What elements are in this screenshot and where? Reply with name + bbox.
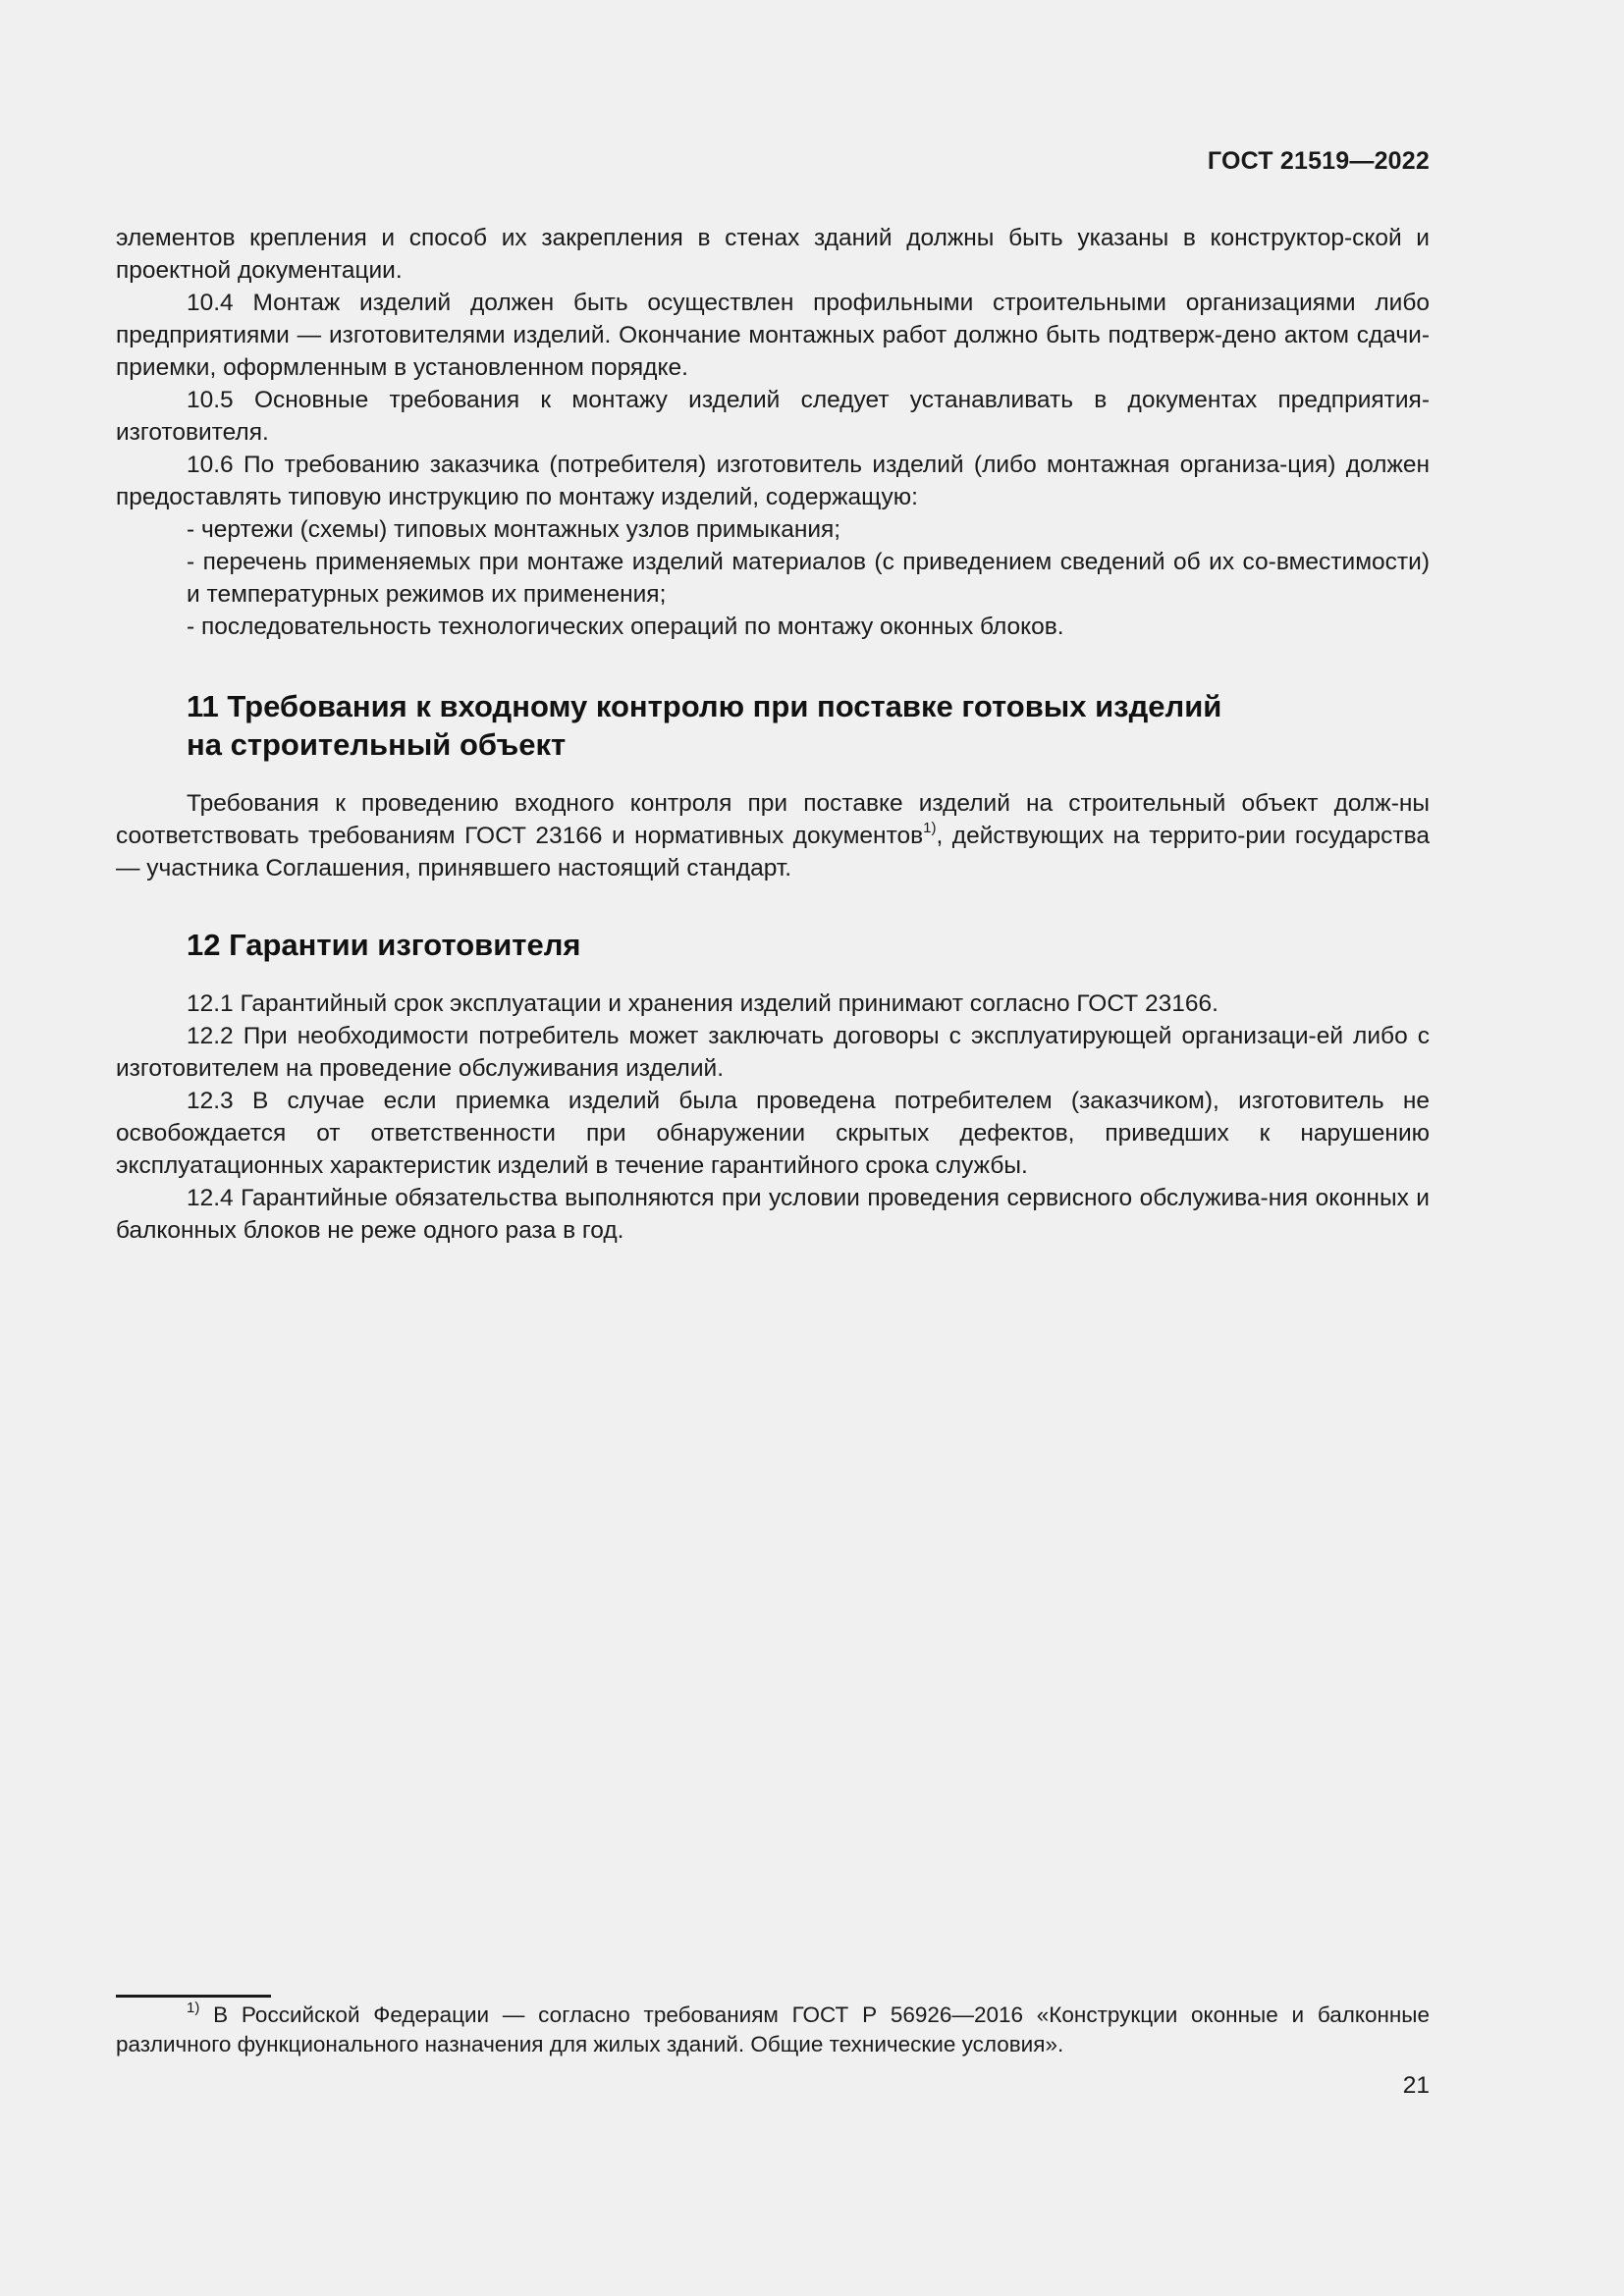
list-item: - чертежи (схемы) типовых монтажных узлов примыкания; [187,516,841,543]
section-11-heading [116,687,1430,764]
paragraph-10-6: 10.6 По требованию заказчика (потребителя) изготовитель изделий (либо монтажная организа-ция) должен предоставлять типовую инструкцию по монтажу изделий, содержащую: [116,452,1430,510]
paragraph-10-5: 10.5 Основные требования к монтажу изделий следует устанавливать в документах предприятия-изготовителя. [116,387,1430,446]
section-11-heading-line1: 11 Требования к входному контролю при поставке готовых изделий [187,689,1222,723]
paragraph-12-1: 12.1 Гарантийный срок эксплуатации и хранения изделий принимают согласно ГОСТ 23166. [187,990,1218,1017]
paragraph-12-2: 12.2 При необходимости потребитель может заключать договоры с эксплуатирующей организаци-ей либо с изготовителем на проведение обслуживания изделий. [116,1023,1430,1082]
paragraph-10-4: 10.4 Монтаж изделий должен быть осуществлен профильными строительными организациями либо предприятиями — изготовителями изделий. Окончание монтажных работ должно быть подтверж-дено актом сдачи-приемки, оформленным в установленном порядке. [116,290,1430,381]
footnote-reference[interactable]: 1) [923,819,937,836]
section-11-heading-line2: на строительный объект [187,727,567,762]
paragraph-12-4: 12.4 Гарантийные обязательства выполняются при условии проведения сервисного обслужива-ния оконных и балконных блоков не реже одного раза в год. [116,1185,1430,1244]
footnote-text: В Российской Федерации — согласно требованиям ГОСТ Р 56926—2016 «Конструкции оконные и балконные различного функционального назначения для жилых зданий. Общие технические условия». [116,2002,1430,2056]
list-item: - последовательность технологических операций по монтажу оконных блоков. [187,614,1064,640]
footnote [116,2001,1430,2059]
document-body [116,222,1430,1247]
paragraph-continued: элементов крепления и способ их закрепления в стенах зданий должны быть указаны в конструктор-ской и проектной документации. [116,225,1430,284]
footnote-indent [116,2002,187,2027]
document-header: ГОСТ 21519—2022 [1207,147,1430,175]
footnote-separator [116,1995,271,1998]
paragraph-11-text-b: , действующих на террито-рии государства — участника Соглашения, принявшего настоящий стандарт. [116,823,1431,881]
section-12-heading: 12 Гарантии изготовителя [187,928,581,962]
paragraph-11 [116,787,1430,884]
page-number: 21 [1402,2072,1430,2099]
footnote-marker: 1) [187,1999,200,2016]
paragraph-11-text-a: Требования к проведению входного контроля при поставке изделий на строительный объект долж-ны соответствовать требованиям ГОСТ 23166 и нормативных документов [116,790,1430,849]
list-item: - перечень применяемых при монтаже изделий материалов (с приведением сведений об их со-вместимости) и температурных режимов их применения; [187,549,1430,608]
paragraph-12-3: 12.3 В случае если приемка изделий была проведена потребителем (заказчиком), изготовитель не освобождается от ответственности при обнаружении скрытых дефектов, приведших к нарушению эксплуатационных характеристик изделий в течение гарантийного срока службы. [116,1088,1430,1179]
